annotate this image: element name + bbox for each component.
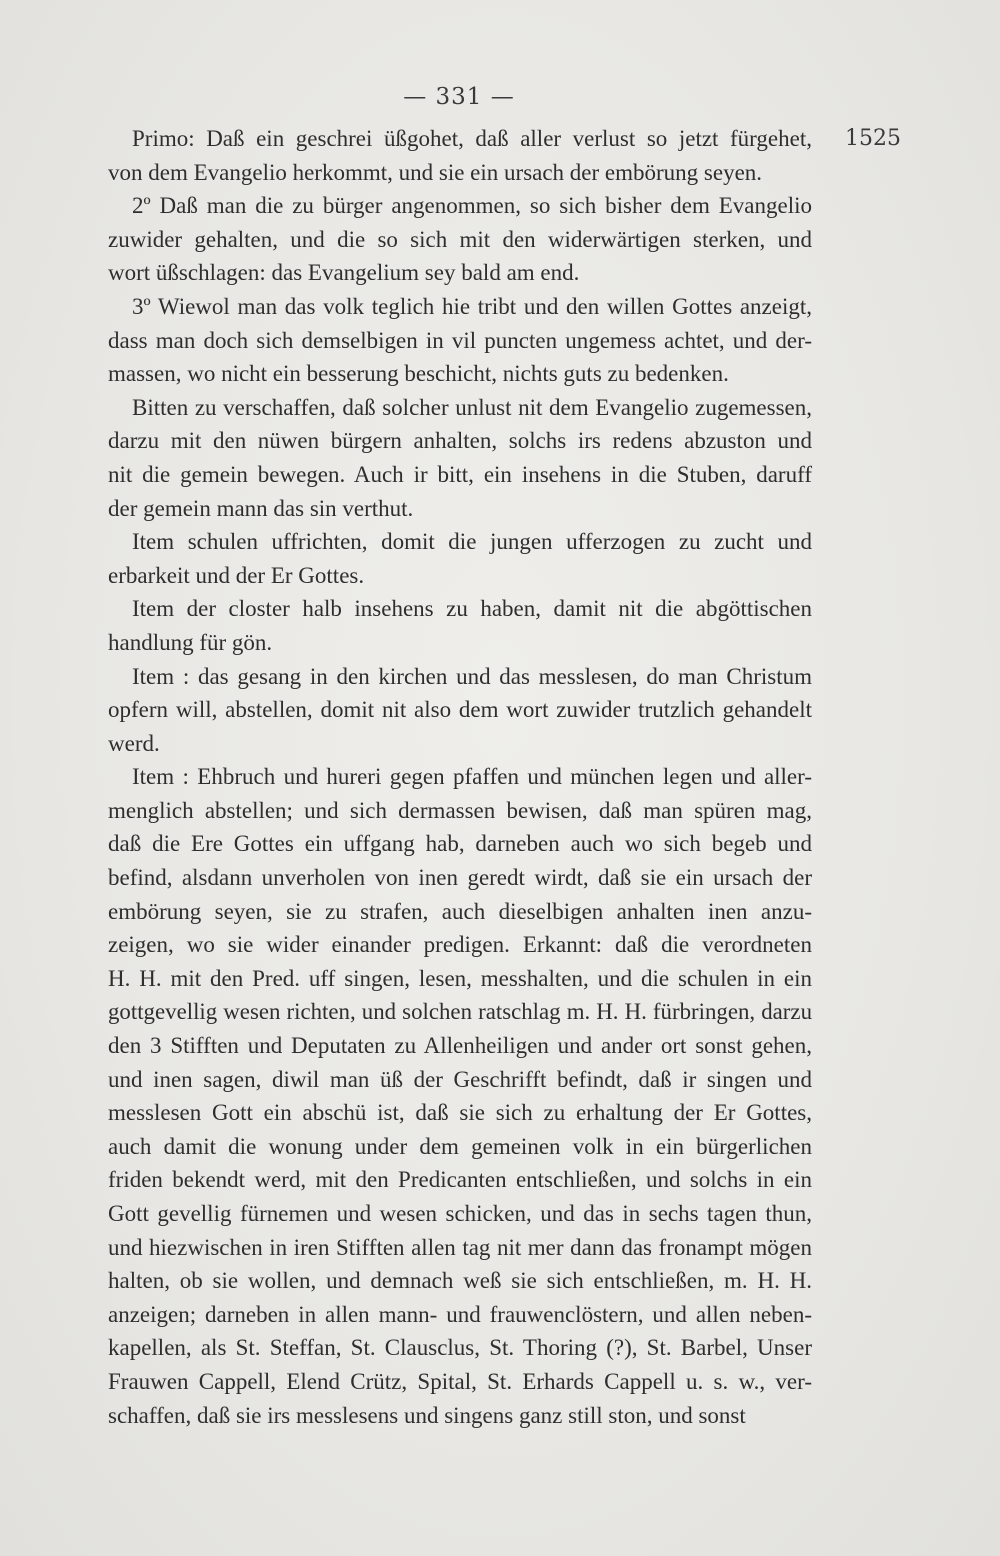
text-line: der gemein mann das sin verthut. [108, 495, 414, 521]
paragraph [108, 189, 812, 290]
text-line: daß die Ere Gottes ein uffgang hab, darneben auch wo sich begeb und [108, 831, 812, 857]
text-line: Primo: Daß ein geschrei üßgohet, daß aller verlust so jetzt fürgehet, [132, 126, 812, 151]
text-line: opfern will, abstellen, domit nit also dem wort zuwider trutzlich gehandelt [108, 697, 812, 723]
text-line: Bitten zu verschaffen, daß solcher unlust nit dem Evangelio zugemessen, [132, 394, 812, 420]
text-line: anzeigen; darneben in allen mann- und frauwenclöstern, und allen neben- [108, 1301, 812, 1327]
text-line: messlesen Gott ein abschü ist, daß sie sich zu erhaltung der Er Gottes, [108, 1100, 812, 1126]
page-number: — 331 — [403, 84, 515, 110]
text-line: erbarkeit und der Er Gottes. [108, 562, 365, 588]
text-line: 3º Wiewol man das volk teglich hie tribt und den willen Gottes anzeigt, [132, 293, 812, 319]
margin-year-note: 1525 [845, 126, 901, 151]
text-line: Item : Ehbruch und hureri gegen pfaffen und münchen legen und aller- [132, 764, 812, 790]
text-line: und inen sagen, diwil man üß der Geschrifft befindt, daß ir singen und [108, 1066, 812, 1092]
text-line: H. H. mit den Pred. uff singen, lesen, messhalten, und die schulen in ein [108, 965, 812, 991]
text-line: dass man doch sich demselbigen in vil puncten ungemess achtet, und der- [108, 327, 812, 353]
text-line: friden bekendt werd, mit den Predicanten entschließen, und solchs in ein [108, 1167, 812, 1193]
paragraph [108, 122, 812, 189]
paragraph [108, 391, 812, 525]
text-line: menglich abstellen; und sich dermassen bewisen, daß man spüren mag, [108, 797, 812, 823]
text-line: massen, wo nicht ein besserung beschicht, nichts guts zu bedenken. [108, 361, 729, 387]
text-line: zeigen, wo sie wider einander predigen. Erkannt: daß die verordneten [108, 932, 812, 958]
paragraph [108, 525, 812, 592]
text-line: schaffen, daß sie irs messlesens und singens ganz still ston, und sonst [108, 1402, 746, 1428]
text-line: halten, ob sie wollen, und demnach weß sie sich entschließen, m. H. H. [108, 1268, 812, 1294]
text-line: Item der closter halb insehens zu haben, damit nit die abgöttischen [132, 596, 812, 622]
text-line: darzu mit den nüwen bürgern anhalten, solchs irs redens abzuston und [108, 428, 812, 454]
text-line: handlung für gön. [108, 629, 273, 655]
text-line: embörung seyen, sie zu strafen, auch dieselbigen anhalten inen anzu- [108, 898, 812, 924]
paragraph [108, 290, 812, 391]
text-line: befind, alsdann unverholen von inen geredt wirdt, daß sie ein ursach der [108, 865, 812, 891]
paragraph [108, 760, 812, 1432]
text-line: nit die gemein bewegen. Auch ir bitt, ein insehens in die Stuben, daruff [108, 461, 812, 487]
text-line: Item : das gesang in den kirchen und das messlesen, do man Christum [132, 663, 812, 689]
text-line: den 3 Stifften und Deputaten zu Allenheiligen und ander ort sonst gehen, [108, 1033, 812, 1059]
text-line: von dem Evangelio herkommt, und sie ein ursach der embörung seyen. [108, 159, 763, 185]
text-line: 2º Daß man die zu bürger angenommen, so sich bisher dem Evangelio [132, 193, 812, 219]
text-line: werd. [108, 730, 160, 756]
body-text [108, 122, 812, 1432]
text-line: Item schulen uffrichten, domit die jungen ufferzogen zu zucht und [132, 529, 812, 555]
text-line: auch damit die wonung under dem gemeinen volk in ein bürgerlichen [108, 1133, 812, 1159]
text-line: zuwider gehalten, und die so sich mit den widerwärtigen sterken, und [108, 226, 812, 252]
paragraph [108, 592, 812, 659]
text-line: Gott gevellig fürnemen und wesen schicken, und das in sechs tagen thun, [108, 1201, 812, 1226]
text-line: und hiezwischen in iren Stifften allen tag nit mer dann das fronampt mögen [108, 1234, 812, 1260]
text-line: Frauwen Cappell, Elend Crütz, Spital, St. Erhards Cappell u. s. w., ver- [108, 1368, 812, 1394]
text-line: gottgevellig wesen richten, und solchen ratschlag m. H. H. fürbringen, darzu [108, 999, 812, 1025]
text-line: wort üßschlagen: das Evangelium sey bald am end. [108, 260, 580, 286]
text-line: kapellen, als St. Steffan, St. Clausclus, St. Thoring (?), St. Barbel, Unser [108, 1335, 812, 1361]
paragraph [108, 660, 812, 761]
